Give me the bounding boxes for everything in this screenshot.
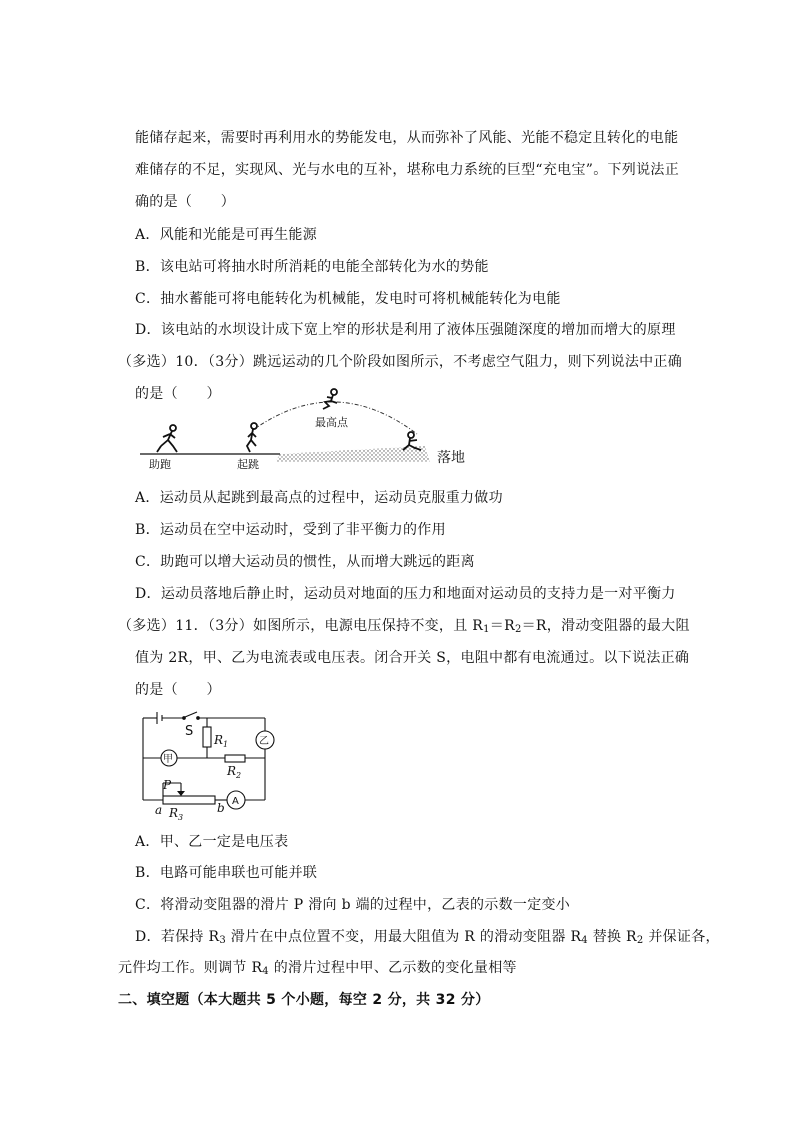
q10-option-d: D．运动员落地后静止时，运动员对地面的压力和地面对运动员的支持力是一对平衡力 <box>135 586 676 602</box>
q10-option-b: B．运动员在空中运动时，受到了非平衡力的作用 <box>135 522 446 538</box>
q9-option-c: C．抽水蓄能可将电能转化为机械能，发电时可将机械能转化为电能 <box>135 291 561 307</box>
q11-stem-line-3: 的是（ ） <box>135 682 221 698</box>
q10-option-a: A．运动员从起跳到最高点的过程中，运动员克服重力做功 <box>135 490 503 506</box>
q9-option-a: A．风能和光能是可再生能源 <box>135 227 318 243</box>
runner-figure-icon <box>157 425 177 452</box>
q9-stem-line-3: 确的是（ ） <box>135 194 236 210</box>
end-b-label: b <box>217 801 225 815</box>
q11-stem-line-2: 值为 2R，甲、乙为电流表或电压表。闭合开关 S，电阻中都有电流通过。以下说法正确 <box>135 650 690 666</box>
takeoff-figure-icon <box>247 423 257 452</box>
circuit-diagram <box>135 708 285 826</box>
slider-p-label: P <box>163 778 172 792</box>
q11-stem-line-1: （多选）11．（3分）如图所示，电源电压保持不变，且 $R_1=R_2=R$，滑动变阻器的最大阻 <box>118 618 690 635</box>
rheostat-r3 <box>163 796 215 804</box>
label-takeoff: 起跳 <box>237 458 259 471</box>
q11-option-d: D．若保持 $R_3$ 滑片在中点位置不变，用最大阻值为 R 的滑动变阻器 $R_4$ 替换 $R_2$ 并保证各， <box>135 929 720 946</box>
sand-pit <box>275 446 430 462</box>
section-2-heading: 二、填空题（本大题共 5 个小题，每空 2 分，共 32 分） <box>118 992 490 1008</box>
q10-stem-line-1: （多选）10．（3分）跳远运动的几个阶段如图所示，不考虑空气阻力，则下列说法中正确 <box>118 354 683 370</box>
r3-label: $R_3$ <box>169 806 184 822</box>
q9-stem-line-1: 能储存起来，需要时再利用水的势能发电，从而弥补了风能、光能不稳定且转化的电能 <box>135 130 679 146</box>
long-jump-figure <box>135 382 475 474</box>
q11-option-a: A．甲、乙一定是电压表 <box>135 834 289 850</box>
q11-option-b: B．电路可能串联也可能并联 <box>135 865 318 881</box>
q10-stem-line-2: 的是（ ） <box>135 386 221 402</box>
switch-label: S <box>185 724 194 739</box>
switch-blade <box>185 712 197 717</box>
slider-arrow-icon <box>177 791 185 796</box>
q9-stem-line-2: 难储存的不足，实现风、光与水电的互补，堪称电力系统的巨型“充电宝”。下列说法正 <box>135 162 680 178</box>
label-landing: 落地 <box>437 450 465 466</box>
airborne-figure-icon <box>323 389 337 409</box>
q11-option-c: C．将滑动变阻器的滑片 P 滑向 b 端的过程中，乙表的示数一定变小 <box>135 897 571 913</box>
ammeter-label: A <box>232 796 239 807</box>
q9-option-b: B．该电站可将抽水时所消耗的电能全部转化为水的势能 <box>135 259 489 275</box>
q9-option-d: D．该电站的水坝设计成下宽上窄的形状是利用了液体压强随深度的增加而增大的原理 <box>135 322 676 338</box>
end-a-label: a <box>155 803 163 817</box>
resistor-r1 <box>203 727 211 747</box>
label-highest-point: 最高点 <box>315 416 348 429</box>
q11-option-d-line-2: 元件均工作。则调节 $R_4$ 的滑片过程中甲、乙示数的变化量相等 <box>118 960 517 977</box>
meter-jia-label: 甲 <box>163 754 173 765</box>
r1-label: $R_1$ <box>214 733 229 749</box>
resistor-r2 <box>225 755 245 762</box>
label-run-up: 助跑 <box>149 458 171 471</box>
r2-label: $R_2$ <box>227 764 242 780</box>
q10-option-c: C．助跑可以增大运动员的惯性，从而增大跳远的距离 <box>135 554 475 570</box>
meter-yi-label: 乙 <box>259 736 269 747</box>
